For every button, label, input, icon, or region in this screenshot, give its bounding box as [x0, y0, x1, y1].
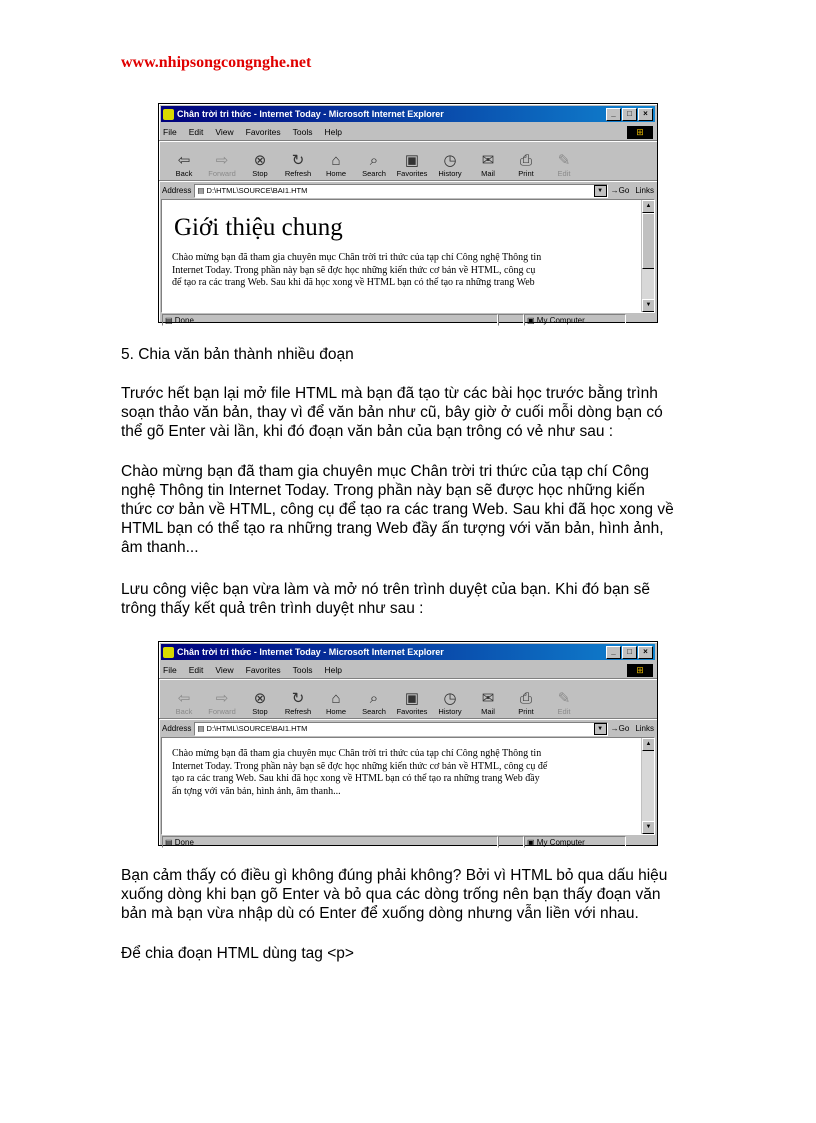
go-button[interactable]: →Go [610, 186, 630, 195]
go-label: Go [618, 724, 630, 733]
page-text-line: Chào mừng bạn đã tham gia chuyên mục Chân trời tri thức của tạp chí Công nghệ Thông tin [172, 748, 542, 759]
text-line: xuống dòng khi bạn gõ Enter và bỏ qua các dòng trống nên bạn thấy đoạn văn [121, 886, 661, 903]
refresh-button[interactable] [279, 152, 317, 178]
close-icon[interactable]: × [638, 646, 653, 659]
address-input[interactable] [194, 184, 607, 198]
text-line: soạn thảo văn bản, thay vì để văn bản như cũ, bây giờ ở cuối mỗi dòng bạn có [121, 404, 663, 421]
browser-screenshot-2 [158, 641, 658, 846]
address-dropdown-icon[interactable]: ▼ [594, 185, 607, 197]
favorites-button[interactable] [393, 152, 431, 178]
scroll-up-icon[interactable]: ▲ [642, 738, 655, 751]
page-text-line: ấn tợng với văn bản, hình ảnh, âm thanh... [172, 785, 341, 797]
back-label: Back [175, 169, 193, 178]
page-viewport [161, 737, 655, 835]
section-title: 5. Chia văn bản thành nhiều đoạn [121, 346, 354, 363]
home-label: Home [325, 707, 346, 716]
go-label: Go [618, 186, 630, 195]
menu-edit[interactable]: Edit [188, 127, 204, 137]
zone-indicator: ▣ My Computer [524, 836, 626, 848]
scroll-down-icon[interactable]: ▼ [642, 299, 655, 312]
mail-label: Mail [481, 169, 495, 178]
favorites-icon: ▣ [404, 690, 420, 707]
mail-icon: ✉ [481, 690, 495, 707]
history-icon: ◷ [443, 690, 457, 707]
text-line: âm thanh... [121, 539, 199, 556]
minimize-icon[interactable]: _ [606, 646, 621, 659]
close-icon[interactable]: × [638, 108, 653, 121]
history-button[interactable] [431, 152, 469, 178]
menu-bar [159, 662, 657, 679]
menu-bar [159, 124, 657, 141]
history-icon: ◷ [443, 152, 457, 169]
forward-label: Forward [208, 707, 236, 716]
title-bar [161, 644, 655, 660]
address-bar [159, 719, 657, 737]
edit-icon: ✎ [557, 152, 571, 169]
print-label: Print [518, 169, 534, 178]
search-icon: ⌕ [369, 690, 379, 707]
address-value: D:\HTML\SOURCE\BAI1.HTM [206, 186, 308, 195]
page-text-line: Internet Today. Trong phần này bạn sẽ đợc học những kiến thức cơ bản về HTML, công cụ [172, 264, 536, 276]
print-button[interactable] [507, 152, 545, 178]
status-bar [159, 835, 657, 849]
text-line: trông thấy kết quả trên trình duyệt như sau : [121, 600, 424, 617]
search-label: Search [362, 707, 386, 716]
search-button[interactable] [355, 152, 393, 178]
refresh-label: Refresh [284, 169, 312, 178]
menu-tools[interactable]: Tools [292, 665, 313, 675]
address-dropdown-icon[interactable]: ▼ [594, 723, 607, 735]
home-button[interactable] [317, 690, 355, 716]
home-label: Home [325, 169, 346, 178]
forward-button[interactable] [203, 152, 241, 178]
mail-button[interactable] [469, 152, 507, 178]
text-line: bản mà bạn vừa nhập dù có Enter để xuống dòng nhưng vẫn liền với nhau. [121, 905, 639, 922]
paragraph-4 [121, 866, 667, 923]
status-cell [498, 314, 524, 326]
stop-label: Stop [252, 707, 268, 716]
windows-logo-icon: ⊞ [627, 664, 653, 677]
refresh-button[interactable] [279, 690, 317, 716]
text-line: Chào mừng bạn đã tham gia chuyên mục Chân trời tri thức của tạp chí Công [121, 463, 650, 480]
address-value: D:\HTML\SOURCE\BAI1.HTM [206, 724, 308, 733]
menu-view[interactable]: View [215, 127, 234, 137]
status-label: Done [174, 315, 194, 325]
text-line: Lưu công việc bạn vừa làm và mở nó trên trình duyệt của bạn. Khi đó bạn sẽ [121, 581, 650, 598]
menu-file[interactable]: File [163, 127, 177, 137]
ie-logo-icon [163, 647, 174, 658]
stop-icon: ⊗ [253, 152, 267, 169]
menu-file[interactable]: File [163, 665, 177, 675]
paragraph-1 [121, 384, 663, 441]
stop-button[interactable] [241, 690, 279, 716]
stop-button[interactable] [241, 152, 279, 178]
back-button[interactable] [165, 152, 203, 178]
zone-indicator: ▣ My Computer [524, 314, 626, 326]
back-arrow-icon: ⇦ [177, 152, 191, 169]
menu-help[interactable]: Help [324, 127, 342, 137]
window-title: Chân trời tri thức - Internet Today - Microsoft Internet Explorer [177, 109, 444, 119]
status-bar [159, 313, 657, 327]
page-viewport [161, 199, 655, 313]
forward-arrow-icon: ⇨ [215, 690, 229, 707]
favorites-label: Favorites [396, 707, 428, 716]
paragraph-5: Để chia đoạn HTML dùng tag <p> [121, 945, 354, 962]
history-label: History [438, 707, 462, 716]
text-line: Bạn cảm thấy có điều gì không đúng phải không? Bởi vì HTML bỏ qua dấu hiệu [121, 867, 668, 884]
windows-logo-icon: ⊞ [627, 126, 653, 139]
page-text [172, 748, 638, 798]
links-button[interactable]: Links [635, 186, 654, 195]
page-heading: Giới thiệu chung [174, 214, 343, 241]
status-label: Done [174, 837, 194, 847]
print-icon: ⎙ [519, 152, 532, 169]
search-icon: ⌕ [369, 152, 379, 169]
text-line: thể gõ Enter vài lần, khi đó đoạn văn bản của bạn trông có vẻ như sau : [121, 423, 614, 440]
page-icon: ▤ [197, 724, 207, 733]
back-button[interactable] [165, 690, 203, 716]
favorites-button[interactable] [393, 690, 431, 716]
menu-help[interactable]: Help [324, 665, 342, 675]
text-line: thức cơ bản về HTML, công cụ để tạo ra các trang Web. Sau khi đã học xong về [121, 501, 674, 518]
menu-edit[interactable]: Edit [188, 665, 204, 675]
scroll-up-icon[interactable]: ▲ [642, 200, 655, 213]
menu-favorites[interactable]: Favorites [245, 665, 281, 675]
links-button[interactable]: Links [635, 724, 654, 733]
stop-icon: ⊗ [253, 690, 267, 707]
toolbar [159, 141, 657, 181]
status-text: ▤ Done [162, 314, 498, 326]
toolbar [159, 679, 657, 719]
back-arrow-icon: ⇦ [177, 690, 191, 707]
page-text-line: để tạo ra các trang Web. Sau khi đã học xong về HTML bạn có thể tạo ra những trang Web [172, 277, 535, 288]
page-icon: ▤ [197, 186, 207, 195]
address-input[interactable] [194, 722, 607, 736]
scroll-down-icon[interactable]: ▼ [642, 821, 655, 834]
zone-label: My Computer [536, 315, 585, 325]
minimize-icon[interactable]: _ [606, 108, 621, 121]
page-text-line: Internet Today. Trong phần này bạn sẽ đợc học những kiến thức cơ bản về HTML, công cụ để [172, 760, 548, 772]
page-text-line: tạo ra các trang Web. Sau khi đã học xong về HTML bạn có thể tạo ra những trang Web đầy [172, 773, 540, 784]
back-label: Back [175, 707, 193, 716]
stop-label: Stop [252, 169, 268, 178]
refresh-icon: ↻ [291, 690, 305, 707]
menu-view[interactable]: View [215, 665, 234, 675]
go-button[interactable]: →Go [610, 724, 630, 733]
edit-label: Edit [557, 707, 571, 716]
text-line: nghệ Thông tin Internet Today. Trong phần này bạn sẽ được học những kiến [121, 482, 645, 499]
print-icon: ⎙ [519, 690, 532, 707]
favorites-icon: ▣ [404, 152, 420, 169]
zone-label: My Computer [536, 837, 585, 847]
title-bar [161, 106, 655, 122]
edit-button[interactable] [545, 152, 583, 178]
maximize-icon[interactable]: □ [622, 646, 637, 659]
mail-button[interactable] [469, 690, 507, 716]
edit-button[interactable] [545, 690, 583, 716]
favorites-label: Favorites [396, 169, 428, 178]
menu-favorites[interactable]: Favorites [245, 127, 281, 137]
home-icon: ⌂ [331, 690, 341, 707]
search-label: Search [362, 169, 386, 178]
page-text [172, 252, 638, 290]
text-line: HTML bạn có thể tạo ra những trang Web đầy ấn tượng với văn bản, hình ảnh, [121, 520, 664, 537]
menu-tools[interactable]: Tools [292, 127, 313, 137]
address-label: Address [162, 724, 192, 733]
status-cell [498, 836, 524, 848]
forward-arrow-icon: ⇨ [215, 152, 229, 169]
print-button[interactable] [507, 690, 545, 716]
search-button[interactable] [355, 690, 393, 716]
forward-button[interactable] [203, 690, 241, 716]
site-link[interactable]: www.nhipsongcongnghe.net [121, 54, 312, 71]
forward-label: Forward [208, 169, 236, 178]
maximize-icon[interactable]: □ [622, 108, 637, 121]
refresh-icon: ↻ [291, 152, 305, 169]
mail-label: Mail [481, 707, 495, 716]
text-line: Trước hết bạn lại mở file HTML mà bạn đã tạo từ các bài học trước bằng trình [121, 385, 658, 402]
ie-logo-icon [163, 109, 174, 120]
vertical-scrollbar[interactable] [641, 200, 654, 312]
address-bar [159, 181, 657, 199]
window-title: Chân trời tri thức - Internet Today - Microsoft Internet Explorer [177, 647, 444, 657]
page-text-line: Chào mừng bạn đã tham gia chuyên mục Chân trời tri thức của tạp chí Công nghệ Thông tin [172, 252, 542, 263]
refresh-label: Refresh [284, 707, 312, 716]
vertical-scrollbar[interactable] [641, 738, 654, 834]
scroll-thumb[interactable] [642, 213, 655, 269]
home-icon: ⌂ [331, 152, 341, 169]
paragraph-2 [121, 462, 674, 557]
history-label: History [438, 169, 462, 178]
status-text: ▤ Done [162, 836, 498, 848]
history-button[interactable] [431, 690, 469, 716]
print-label: Print [518, 707, 534, 716]
mail-icon: ✉ [481, 152, 495, 169]
edit-icon: ✎ [557, 690, 571, 707]
home-button[interactable] [317, 152, 355, 178]
edit-label: Edit [557, 169, 571, 178]
paragraph-3 [121, 580, 650, 618]
address-label: Address [162, 186, 192, 195]
browser-screenshot-1 [158, 103, 658, 323]
